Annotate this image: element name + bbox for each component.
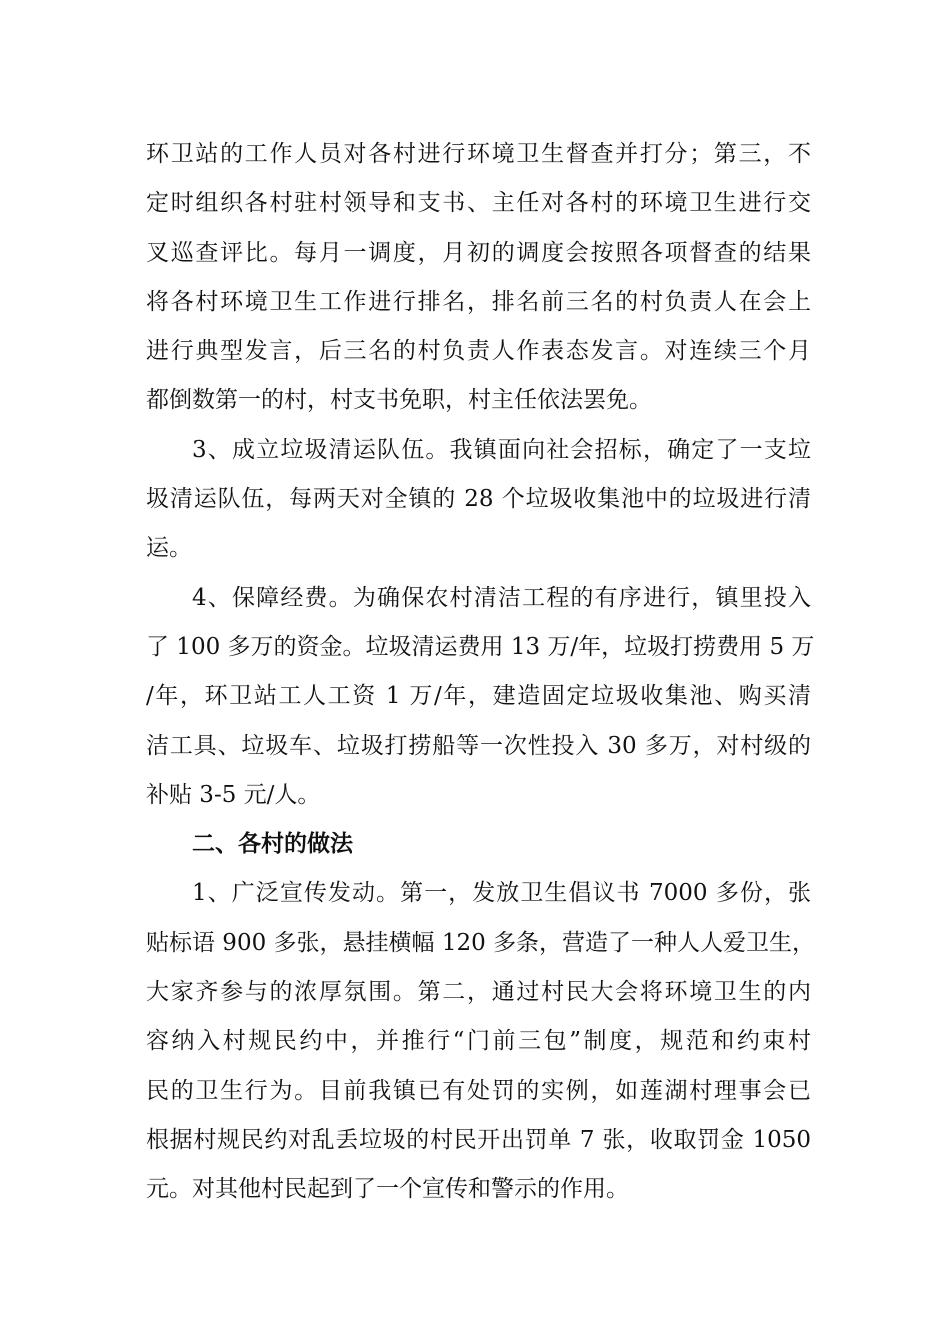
section-heading bbox=[146, 820, 811, 869]
text-line: 根据村规民约对乱丢垃圾的村民开出罚单 7 张，收取罚金 1050 bbox=[146, 1126, 811, 1153]
text-line: 大家齐参与的浓厚氛围。第二，通过村民大会将环境卫生的内 bbox=[146, 979, 811, 1006]
text-line: 1、广泛宣传发动。第一，发放卫生倡议书 7000 多份，张 bbox=[192, 880, 811, 907]
paragraph-cleaning-team bbox=[146, 426, 811, 574]
text-line: 运。 bbox=[146, 535, 192, 562]
document-body bbox=[146, 130, 816, 1215]
text-line: 叉巡查评比。每月一调度，月初的调度会按照各项督查的结果 bbox=[146, 239, 811, 266]
text-line: 3、成立垃圾清运队伍。我镇面向社会招标，确定了一支垃 bbox=[192, 436, 811, 463]
text-line: 将各村环境卫生工作进行排名，排名前三名的村负责人在会上 bbox=[146, 288, 811, 315]
text-line: 补贴 3-5 元/人。 bbox=[146, 781, 321, 808]
paragraph-inspection bbox=[146, 130, 811, 426]
heading-text: 二、各村的做法 bbox=[192, 831, 353, 858]
text-line: 进行典型发言，后三名的村负责人作表态发言。对连续三个月 bbox=[146, 338, 811, 365]
text-line: 民的卫生行为。目前我镇已有处罚的实例，如莲湖村理事会已 bbox=[146, 1077, 811, 1104]
paragraph-funding bbox=[146, 574, 815, 820]
text-line: 了 100 多万的资金。垃圾清运费用 13 万/年，垃圾打捞费用 5 万 bbox=[146, 633, 815, 660]
text-line: 元。对其他村民起到了一个宣传和警示的作用。 bbox=[146, 1176, 629, 1203]
text-line: /年，环卫站工人工资 1 万/年，建造固定垃圾收集池、购买清 bbox=[146, 683, 811, 710]
text-line: 环卫站的工作人员对各村进行环境卫生督查并打分；第三，不 bbox=[146, 141, 811, 167]
text-line: 贴标语 900 多张，悬挂横幅 120 多条，营造了一种人人爱卫生， bbox=[146, 929, 816, 956]
text-line: 定时组织各村驻村领导和支书、主任对各村的环境卫生进行交 bbox=[146, 190, 811, 217]
text-line: 圾清运队伍，每两天对全镇的 28 个垃圾收集池中的垃圾进行清 bbox=[146, 486, 811, 513]
paragraph-publicity bbox=[146, 869, 816, 1214]
text-line: 容纳入村规民约中，并推行“门前三包”制度，规范和约束村 bbox=[146, 1028, 811, 1055]
text-line: 都倒数第一的村，村支书免职，村主任依法罢免。 bbox=[146, 387, 652, 414]
text-line: 4、保障经费。为确保农村清洁工程的有序进行，镇里投入 bbox=[192, 584, 811, 611]
text-line: 洁工具、垃圾车、垃圾打捞船等一次性投入 30 多万，对村级的 bbox=[146, 732, 811, 759]
